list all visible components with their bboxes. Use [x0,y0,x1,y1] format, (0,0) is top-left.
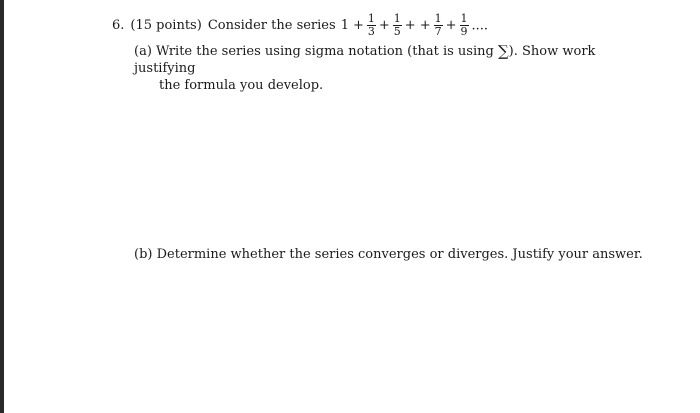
fraction-denominator: 3 [367,24,375,38]
problem-intro: Consider the series [207,17,336,33]
plus-sign: + [352,17,364,33]
fraction-numerator: 1 [460,11,468,25]
series-ellipsis: ···· [471,21,489,37]
part-a-text-after-sigma: ). Show work justifying [134,44,596,76]
series-fraction-1-3 [367,13,376,38]
part-a [134,42,654,94]
plus-sign: + [419,17,431,33]
part-b [134,246,643,263]
problem-statement [112,8,488,42]
part-b-label: (b) [134,247,153,262]
part-a-text: Write the series using sigma notation (that is using [156,44,494,59]
plus-sign: + [404,17,416,33]
left-edge-border [0,0,4,413]
series-first-term: 1 [340,17,349,33]
fraction-denominator: 7 [434,24,442,38]
series-fraction-1-9 [460,13,469,38]
sigma-symbol: ∑ [497,42,509,60]
part-b-text: Determine whether the series converges or diverges. Justify your answer. [156,247,643,262]
part-a-text-line2: the formula you develop. [159,78,324,93]
fraction-denominator: 5 [393,24,401,38]
problem-points: (15 points) [130,17,202,33]
plus-sign: + [445,17,457,33]
fraction-numerator: 1 [434,11,442,25]
series-fraction-1-7 [434,13,443,38]
fraction-numerator: 1 [393,11,401,25]
problem-number: 6. [112,17,125,33]
fraction-denominator: 9 [460,24,468,38]
fraction-numerator: 1 [367,11,375,25]
part-a-label: (a) [134,44,152,59]
plus-sign: + [378,17,390,33]
series-fraction-1-5 [393,13,402,38]
